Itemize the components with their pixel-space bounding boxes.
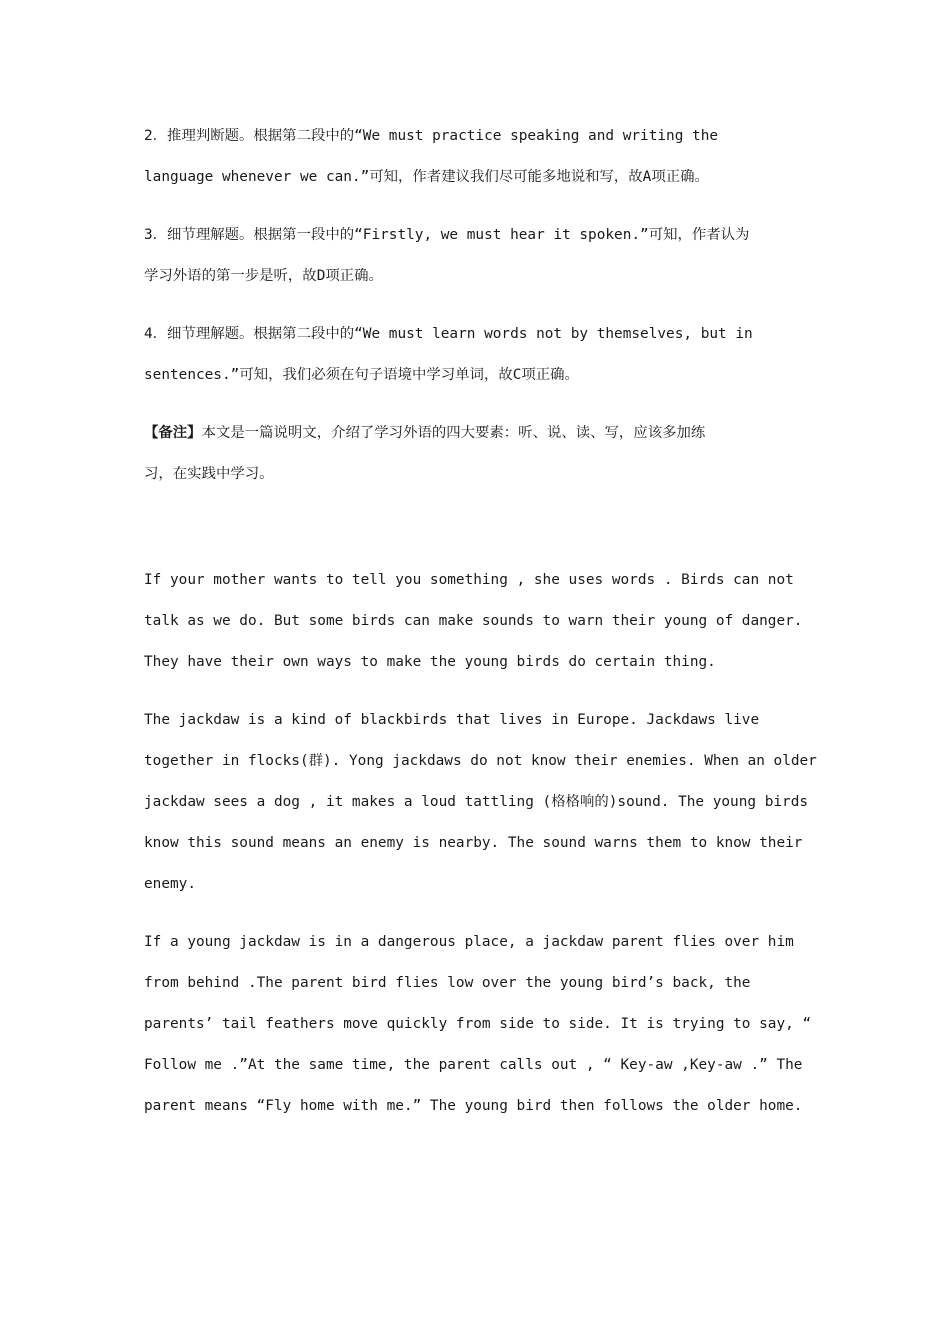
document-content (144, 116, 817, 1144)
text-line: know this sound means an enemy is nearby. The sound warns them to know their (144, 835, 803, 851)
text-line (144, 413, 814, 454)
note-tag: 【备注】 (144, 425, 202, 441)
text-line: 3．细节理解题。根据第一段中的“Firstly, we must hear it spoken.”可知，作者认为 (144, 227, 750, 243)
note-text: 本文是一篇说明文，介绍了学习外语的四大要素：听、说、读、写，应该多加练 (201, 425, 706, 441)
text-line: 2．推理判断题。根据第二段中的“We must practice speaking and writing the (144, 128, 719, 144)
passage-paragraph-2 (144, 700, 817, 905)
text-line: sentences.”可知，我们必须在句子语境中学习单词，故C项正确。 (144, 367, 579, 383)
text-line: talk as we do. But some birds can make sounds to warn their young of danger. (144, 613, 803, 629)
text-line: enemy. (144, 876, 196, 892)
text-line: 4．细节理解题。根据第二段中的“We must learn words not by themselves, but in (144, 326, 753, 342)
text-line: together in flocks(群). Yong jackdaws do not know their enemies. When an older (144, 753, 817, 769)
text-line: If a young jackdaw is in a dangerous place, a jackdaw parent flies over him (144, 934, 794, 950)
text-line: The jackdaw is a kind of blackbirds that lives in Europe. Jackdaws live (144, 712, 760, 728)
text-line: Follow me .”At the same time, the parent calls out , “ Key-aw ,Key-aw .” The (144, 1057, 803, 1073)
text-line: language whenever we can.”可知，作者建议我们尽可能多地说和写，故A项正确。 (144, 169, 709, 185)
answer-explanation-2 (144, 116, 814, 198)
passage-paragraph-1 (144, 560, 814, 683)
text-line: from behind .The parent bird flies low over the young bird’s back, the (144, 975, 751, 991)
text-line: If your mother wants to tell you something , she uses words . Birds can not (144, 572, 794, 588)
text-line: parents’ tail feathers move quickly from side to side. It is trying to say, “ (144, 1016, 812, 1032)
passage-paragraph-3 (144, 922, 814, 1127)
text-line: 学习外语的第一步是听，故D项正确。 (144, 268, 383, 284)
text-line: 习，在实践中学习。 (144, 466, 274, 482)
answer-explanation-4 (144, 314, 814, 396)
answer-explanation-3 (144, 215, 814, 297)
note-paragraph (144, 413, 814, 495)
text-line: They have their own ways to make the young birds do certain thing. (144, 654, 716, 670)
text-line: jackdaw sees a dog , it makes a loud tattling (格格响的)sound. The young birds (144, 794, 809, 810)
section-spacer (144, 512, 814, 560)
text-line: parent means “Fly home with me.” The young bird then follows the older home. (144, 1098, 803, 1114)
